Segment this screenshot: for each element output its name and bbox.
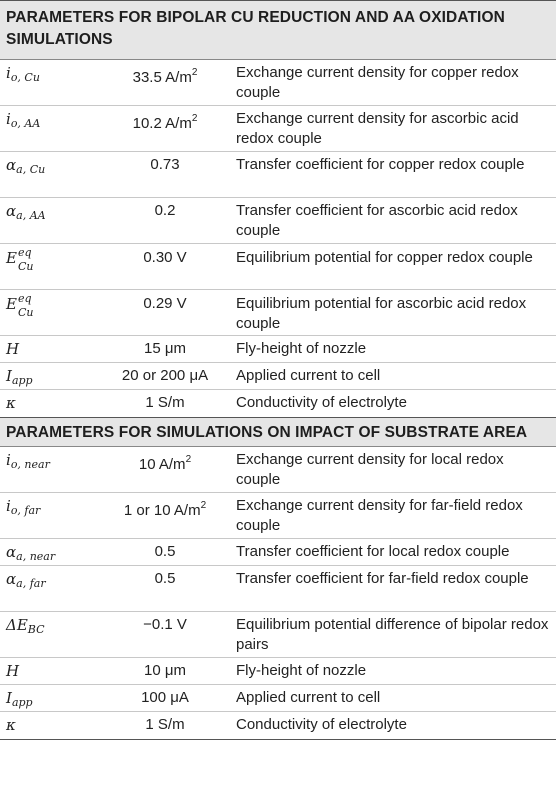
description-cell: Transfer coefficient for local redox couple (236, 543, 510, 560)
symbol-cell: H (6, 340, 20, 358)
description-cell: Exchange current density for far-field redox couple (236, 497, 523, 534)
description-cell: Fly-height of nozzle (236, 662, 367, 679)
table-row (0, 712, 556, 740)
description-cell: Conductivity of electrolyte (236, 716, 407, 733)
table-row (0, 493, 556, 539)
description-cell: Exchange current density for ascorbic acid redox couple (236, 110, 519, 147)
table-row (0, 290, 556, 336)
value-cell: 20 or 200 μA (121, 367, 209, 384)
description-cell: Equilibrium potential for copper redox couple (236, 249, 533, 266)
symbol-cell: κ (6, 394, 16, 412)
value-cell: 100 μA (141, 689, 189, 706)
description-cell: Transfer coefficient for copper redox couple (236, 156, 525, 173)
table-row (0, 390, 556, 417)
table-row (0, 685, 556, 712)
symbol-cell: $I_{app}$ (6, 689, 33, 709)
value-cell: −0.1 V (143, 616, 187, 633)
description-cell: Transfer coefficient for ascorbic acid redox couple (236, 202, 518, 239)
symbol-cell: κ (6, 716, 16, 734)
table-row (0, 336, 556, 363)
table-row (0, 658, 556, 685)
table-row (0, 152, 556, 198)
value-cell: 0.5 (154, 543, 176, 560)
value-cell: 1 or 10 $A/m^2$ (123, 500, 207, 519)
table-row (0, 363, 556, 390)
symbol-cell: $i_{o, Cu}$ (6, 64, 40, 84)
table-row (0, 539, 556, 566)
symbol-cell: $i_{o, near}$ (6, 451, 50, 471)
value-cell: 0.29 V (143, 295, 187, 312)
value-cell: 0.5 (154, 570, 176, 587)
symbol-cell: E eq Cu (6, 292, 34, 319)
symbol-cell: $\Delta E_{BC}$ (6, 616, 45, 636)
description-cell: Applied current to cell (236, 689, 381, 706)
description-cell: Exchange current density for copper redox couple (236, 64, 519, 101)
symbol-cell: $\alpha_{a, near}$ (6, 543, 56, 563)
table-row (0, 566, 556, 612)
section-header-bipolar: PARAMETERS FOR BIPOLAR CU REDUCTION AND AA OXIDATION SIMULATIONS (0, 0, 556, 60)
symbol-cell: $\alpha_{a, far}$ (6, 570, 46, 590)
description-cell: Fly-height of nozzle (236, 340, 367, 357)
symbol-cell: $\alpha_{a, AA}$ (6, 202, 46, 222)
symbol-cell: $i_{o, far}$ (6, 497, 41, 517)
description-cell: Equilibrium potential difference of bipolar redox pairs (236, 616, 549, 653)
value-cell: 33.5 $A/m^2$ (132, 67, 198, 86)
table-row (0, 106, 556, 152)
section-header-substrate-area: PARAMETERS FOR SIMULATIONS ON IMPACT OF SUBSTRATE AREA (0, 417, 556, 447)
value-cell: 1 S/m (145, 394, 185, 411)
table-row (0, 447, 556, 493)
value-cell: 0.30 V (143, 249, 187, 266)
description-cell: Applied current to cell (236, 367, 381, 384)
value-cell: 1 S/m (145, 716, 185, 733)
table-row (0, 612, 556, 658)
value-cell: 10 μm (144, 662, 186, 679)
description-cell: Conductivity of electrolyte (236, 394, 407, 411)
table-row (0, 198, 556, 244)
description-cell: Equilibrium potential for ascorbic acid redox couple (236, 295, 527, 332)
value-cell: 15 μm (144, 340, 186, 357)
symbol-cell: E eq Cu (6, 246, 34, 273)
value-cell: 0.2 (154, 202, 176, 219)
description-cell: Exchange current density for local redox couple (236, 451, 504, 488)
description-cell: Transfer coefficient for far-field redox couple (236, 570, 529, 587)
symbol-cell: $\alpha_{a, Cu}$ (6, 156, 46, 176)
table-row (0, 244, 556, 290)
table-row (0, 60, 556, 106)
value-cell: 10 $A/m^2$ (138, 454, 192, 473)
value-cell: 0.73 (150, 156, 180, 173)
symbol-cell: $i_{o, AA}$ (6, 110, 41, 130)
symbol-cell: H (6, 662, 20, 680)
symbol-cell: $I_{app}$ (6, 367, 33, 387)
value-cell: 10.2 $A/m^2$ (132, 113, 198, 132)
